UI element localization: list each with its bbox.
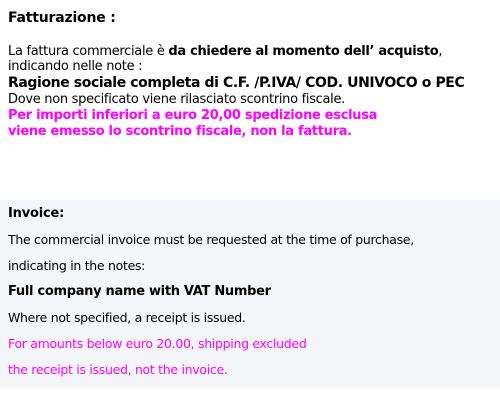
english-line-notes: indicating in the notes: [8, 258, 146, 273]
italian-line-request-start: La fattura commerciale è [8, 44, 169, 59]
italian-line-request-bold: da chiedere al momento dell’ acquisto [168, 44, 439, 59]
english-line-minimum-amount: For amounts below euro 20.00, shipping excluded [8, 336, 307, 351]
english-line-company-data: Full company name with VAT Number [8, 284, 271, 299]
italian-line-request [8, 44, 442, 60]
italian-line-company-data: Ragione sociale completa di C.F. /P.IVA/ COD. UNIVOCO o PEC [8, 75, 465, 91]
english-billing-section [0, 200, 500, 388]
italian-line-notes: indicando nelle note : [8, 59, 143, 74]
italian-title: Fatturazione : [8, 10, 116, 26]
italian-billing-section [0, 0, 500, 200]
english-title: Invoice: [8, 206, 65, 221]
italian-line-receipt: Dove non specificato viene rilasciato scontrino fiscale. [8, 92, 346, 107]
italian-line-request-end: , [438, 44, 443, 59]
english-line-receipt: Where not specified, a receipt is issued. [8, 310, 246, 325]
italian-line-minimum-amount: Per importi inferiori a euro 20,00 spedizione esclusa [8, 108, 378, 123]
english-line-request: The commercial invoice must be requested at the time of purchase, [8, 232, 414, 247]
italian-line-receipt-not-invoice: viene emesso lo scontrino fiscale, non la fattura. [8, 124, 352, 139]
english-line-receipt-not-invoice: the receipt is issued, not the invoice. [8, 362, 228, 377]
